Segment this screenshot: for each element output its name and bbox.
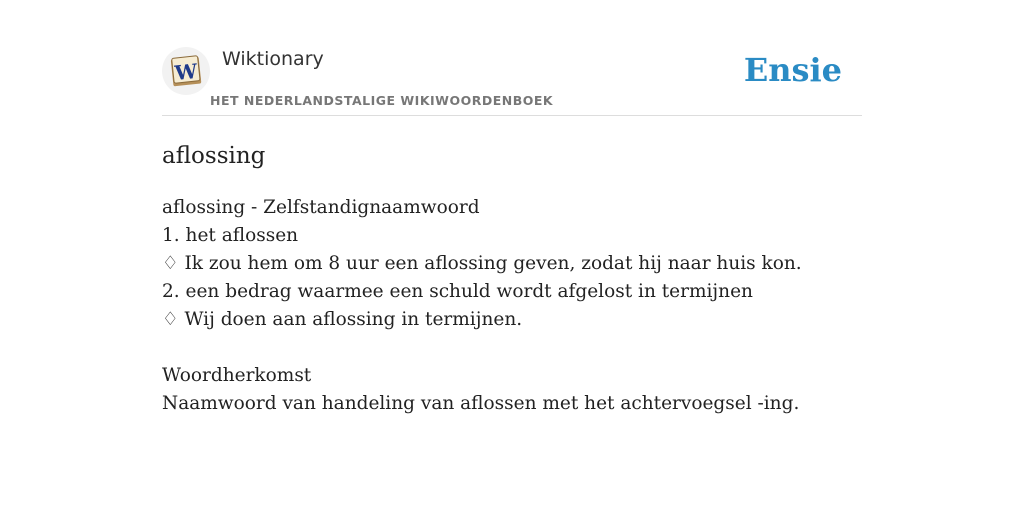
site-name[interactable]: Wiktionary [222,48,324,70]
entry-content [162,194,862,418]
definition-2: 2. een bedrag waarmee een schuld wordt afgelost in termijnen [162,281,753,302]
entry-heading: aflossing - Zelfstandignaamwoord [162,197,480,218]
definition-1: 1. het aflossen [162,225,299,246]
example-1: ♢ Ik zou hem om 8 uur een aflossing geven, zodat hij naar huis kon. [162,253,802,274]
site-tagline: HET NEDERLANDSTALIGE WIKIWOORDENBOEK [210,93,554,108]
spacer [162,334,862,362]
etymology-heading: Woordherkomst [162,365,312,386]
etymology-text: Naamwoord van handeling van aflossen met het achtervoegsel -ing. [162,393,800,414]
example-2: ♢ Wij doen aan aflossing in termijnen. [162,309,523,330]
page-title: aflossing [162,143,266,169]
ensie-brand-link[interactable]: Ensie [743,51,842,89]
logo-letter: W [173,58,199,86]
wiktionary-logo[interactable] [162,47,210,95]
entry-card [162,44,862,418]
wiktionary-tile-icon [169,54,203,88]
site-header [162,44,862,116]
